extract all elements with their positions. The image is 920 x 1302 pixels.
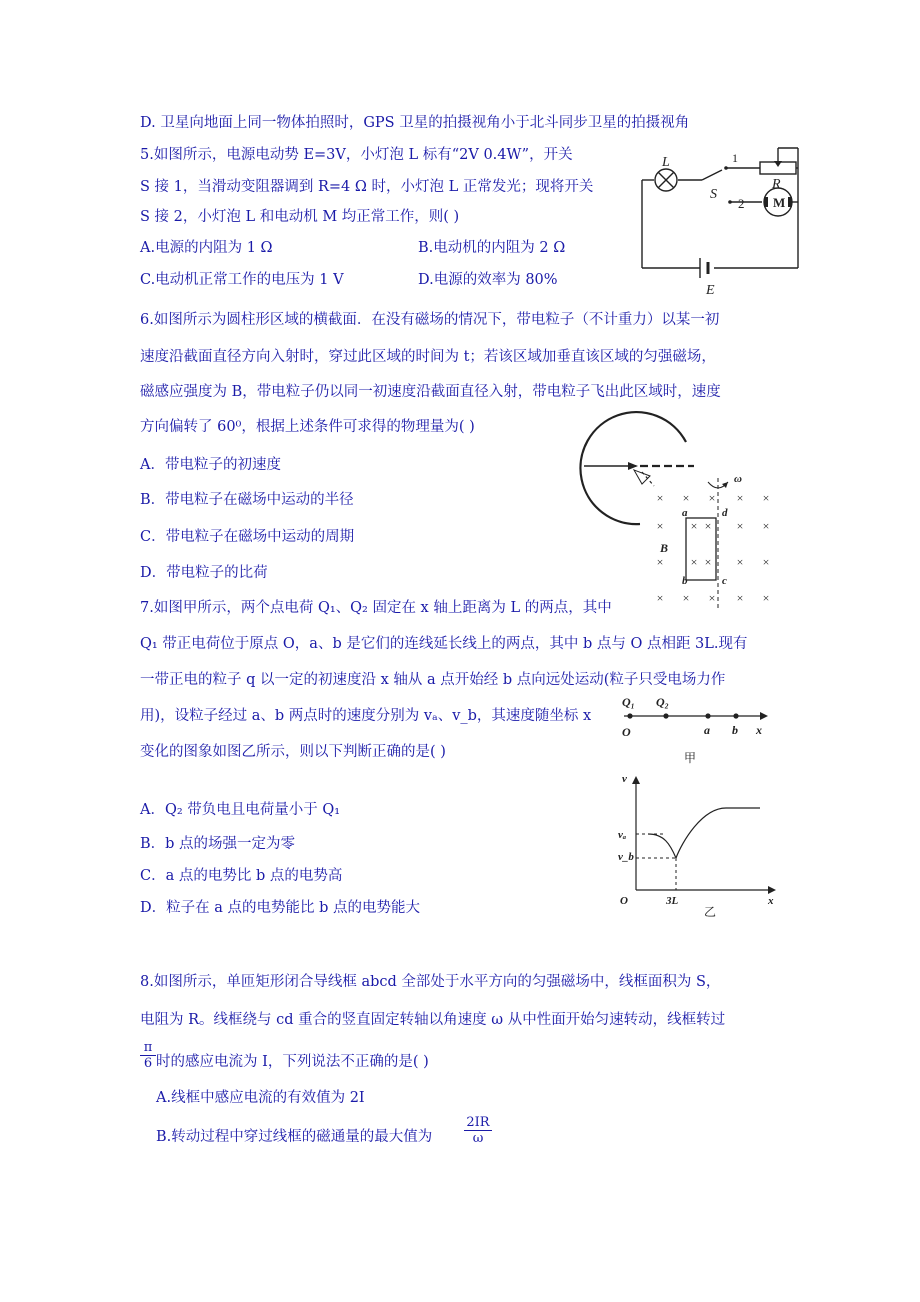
battery-label: E — [706, 283, 715, 298]
svg-text:×: × — [736, 555, 744, 569]
svg-text:×: × — [656, 591, 664, 605]
q7-option-a: A．Q₂ 带负电且电荷量小于 Q₁ — [140, 802, 341, 818]
point-a-dot — [705, 713, 710, 718]
b-label: b — [732, 723, 738, 737]
q7-stem-line3: 一带正电的粒子 q 以一定的初速度沿 x 轴从 a 点开始经 b 点向远处运动(粒子只受电场力作 — [140, 672, 726, 688]
q8-stem-line2: 电阻为 R。线框绕与 cd 重合的竖直固定转轴以角速度 ω 从中性面开始匀速转动，线框转过 — [140, 1012, 726, 1028]
q6-option-c: C．带电粒子在磁场中运动的周期 — [140, 529, 355, 545]
q6-stem-line2: 速度沿截面直径方向入射时，穿过此区域的时间为 t；若该区域加垂直该区域的匀强磁场， — [140, 349, 716, 365]
figure-jia-axis — [616, 690, 776, 766]
q7-stem-line2: Q₁ 带正电荷位于原点 O，a、b 是它们的连线延长线上的两点，其中 b 点与 O 点相距 3L.现有 — [140, 636, 748, 652]
q6-option-d: D．带电粒子的比荷 — [140, 565, 268, 581]
vb-label: v_b — [618, 851, 634, 863]
x-axis-label: x — [768, 895, 774, 907]
switch-label: S — [710, 187, 717, 202]
svg-text:×: × — [762, 519, 770, 533]
svg-text:×: × — [704, 519, 712, 533]
omega-label: ω — [734, 473, 742, 485]
figure-yi-caption: 乙 — [704, 905, 717, 919]
switch-pos-2-label: 2 — [738, 196, 745, 211]
svg-text:×: × — [704, 555, 712, 569]
q7-stem-line4: 用)，设粒子经过 a、b 两点时的速度分别为 vₐ、v_b，其速度随坐标 x — [140, 708, 592, 724]
fraction-denominator: ω — [464, 1130, 492, 1146]
figure-yi-v-x-graph — [612, 770, 782, 920]
q7-stem-line5: 变化的图象如图乙所示，则以下判断正确的是( ) — [140, 744, 446, 760]
switch-pos-1-label: 1 — [732, 151, 738, 165]
charge-q2-dot — [663, 713, 668, 718]
svg-text:×: × — [762, 555, 770, 569]
q6-option-b: B．带电粒子在磁场中运动的半径 — [140, 492, 354, 508]
q8-option-b: B.转动过程中穿过线框的磁通量的最大值为 — [156, 1129, 433, 1145]
fraction-pi-over-6 — [140, 1040, 156, 1071]
fraction-flux-max — [464, 1115, 492, 1146]
lamp-label: L — [662, 155, 670, 170]
svg-text:×: × — [656, 491, 664, 505]
q5-option-a: A.电源的内阻为 1 Ω — [140, 240, 273, 256]
q1-label: Q₁ — [622, 695, 635, 709]
figure-jia-caption: 甲 — [684, 751, 697, 765]
q7-option-d: D．粒子在 a 点的电势能比 b 点的电势能大 — [140, 900, 420, 916]
circuit-diagram — [630, 140, 820, 300]
svg-text:×: × — [682, 591, 690, 605]
q7-stem-line1: 7.如图甲所示，两个点电荷 Q₁、Q₂ 固定在 x 轴上距离为 L 的两点，其中 — [140, 600, 612, 616]
motor-label: M — [773, 195, 786, 210]
q5-stem-line1: 5.如图所示，电源电动势 E=3V，小灯泡 L 标有“2V 0.4W”，开关 — [140, 147, 573, 163]
q6-stem-line4: 方向偏转了 60⁰，根据上述条件可求得的物理量为( ) — [140, 419, 475, 435]
rotating-loop-diagram — [646, 470, 782, 610]
svg-text:×: × — [708, 591, 716, 605]
charge-q1-dot — [627, 713, 632, 718]
q2-label: Q₂ — [656, 695, 669, 709]
svg-text:×: × — [690, 519, 698, 533]
point-b-dot — [733, 713, 738, 718]
fraction-numerator: π — [143, 1040, 153, 1055]
q6-option-a: A．带电粒子的初速度 — [140, 457, 281, 473]
corner-b-label: b — [682, 575, 688, 587]
rheostat-label: R — [772, 177, 781, 192]
svg-text:×: × — [708, 491, 716, 505]
svg-text:×: × — [656, 519, 664, 533]
q8-option-a: A.线框中感应电流的有效值为 2I — [156, 1090, 365, 1106]
va-label: vₐ — [618, 829, 627, 841]
q7-option-c: C．a 点的电势比 b 点的电势高 — [140, 868, 343, 884]
q5-stem-line2: S 接 1，当滑动变阻器调到 R=4 Ω 时，小灯泡 L 正常发光；现将开关 — [140, 179, 594, 195]
corner-c-label: c — [722, 575, 727, 587]
v-axis-label: v — [622, 773, 627, 785]
tick-3l-label: 3L — [666, 895, 679, 907]
svg-text:×: × — [656, 555, 664, 569]
q8-stem-line1: 8.如图所示，单匝矩形闭合导线框 abcd 全部处于水平方向的匀强磁场中，线框面积为 S， — [140, 974, 721, 990]
q6-stem-line1: 6.如图所示为圆柱形区域的横截面．在没有磁场的情况下，带电粒子（不计重力）以某一初 — [140, 312, 720, 328]
q5-option-d: D.电源的效率为 80% — [418, 272, 558, 288]
a-label: a — [704, 723, 710, 737]
svg-text:×: × — [736, 519, 744, 533]
svg-text:×: × — [762, 491, 770, 505]
q5-option-c: C.电动机正常工作的电压为 1 V — [140, 272, 344, 288]
x-label: x — [756, 723, 762, 737]
field-b-label: B — [660, 541, 669, 555]
q8-stem-line3: 时的感应电流为 I，下列说法不正确的是( ) — [156, 1054, 429, 1070]
q6-stem-line3: 磁感应强度为 B，带电粒子仍以同一初速度沿截面直径入射，带电粒子飞出此区域时，速度 — [140, 384, 721, 400]
q7-option-b: B．b 点的场强一定为零 — [140, 836, 296, 852]
svg-text:×: × — [690, 555, 698, 569]
svg-text:×: × — [762, 591, 770, 605]
corner-d-label: d — [722, 507, 728, 519]
corner-a-label: a — [682, 507, 688, 519]
origin-label: O — [620, 895, 628, 907]
origin-label: O — [622, 725, 631, 739]
svg-text:×: × — [736, 491, 744, 505]
fraction-numerator: 2IR — [466, 1115, 490, 1130]
fraction-denominator: 6 — [140, 1055, 156, 1071]
q5-option-b: B.电动机的内阻为 2 Ω — [418, 240, 566, 256]
q5-stem-line3: S 接 2，小灯泡 L 和电动机 M 均正常工作，则( ) — [140, 209, 460, 225]
svg-text:×: × — [682, 491, 690, 505]
svg-text:×: × — [736, 591, 744, 605]
q4-option-d: D. 卫星向地面上同一物体拍照时，GPS 卫星的拍摄视角小于北斗同步卫星的拍摄视角 — [140, 115, 690, 131]
